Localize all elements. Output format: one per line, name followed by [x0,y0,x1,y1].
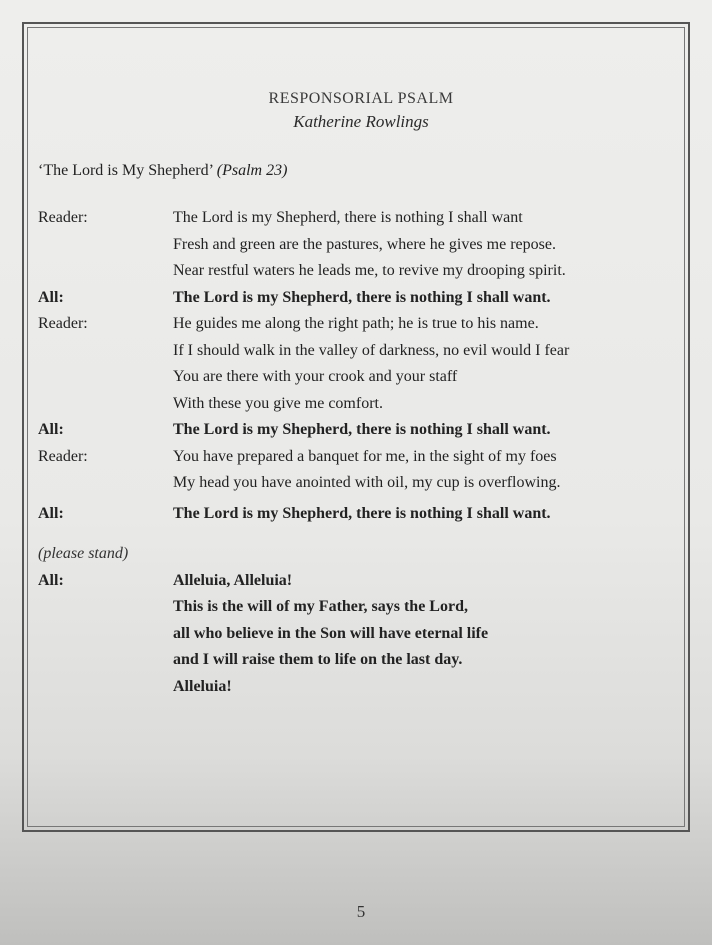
composer-name: Katherine Rowlings [293,112,429,131]
speaker-label [38,364,173,391]
verse-text: Near restful waters he leads me, to revive my drooping spirit. [173,262,566,279]
speaker-label: Reader: [38,209,88,226]
spacer [38,527,678,541]
alleluia-text: and I will raise them to life on the last day. [173,651,463,668]
verse-text: The Lord is my Shepherd, there is nothing I shall want [173,209,523,226]
psalm-text [38,205,678,700]
alleluia-text: Alleluia! [173,677,232,695]
psalm-name: ‘The Lord is My Shepherd’ [38,162,213,179]
alleluia-line [38,647,678,674]
alleluia-line [38,674,678,701]
psalm-reference: (Psalm 23) [216,162,288,179]
response-line [38,417,678,444]
stand-instruction-row [38,541,678,568]
stand-instruction: (please stand) [38,545,129,562]
response-text: The Lord is my Shepherd, there is nothing I shall want. [173,421,551,438]
psalm-line [38,338,678,365]
psalm-heading [38,162,287,180]
psalm-line [38,232,678,259]
alleluia-line [38,568,678,595]
verse-text: You have prepared a banquet for me, in the sight of my foes [173,447,557,465]
speaker-label: All: [38,421,64,438]
alleluia-text: This is the will of my Father, says the Lord, [173,598,468,615]
speaker-label: Reader: [38,447,88,465]
verse-text: He guides me along the right path; he is true to his name. [173,315,539,332]
response-text: The Lord is my Shepherd, there is nothing I shall want. [173,504,551,522]
psalm-line [38,391,678,418]
alleluia-line [38,594,678,621]
speaker-label [38,232,173,259]
verse-text: You are there with your crook and your staff [173,368,458,385]
alleluia-text: all who believe in the Son will have eternal life [173,624,489,642]
verse-text: My head you have anointed with oil, my cup is overflowing. [173,474,561,491]
section-title: RESPONSORIAL PSALM [268,90,454,107]
speaker-label: All: [38,288,64,306]
speaker-label: All: [38,571,64,589]
speaker-label: Reader: [38,315,88,332]
psalm-line [38,205,678,232]
psalm-line [38,258,678,285]
psalm-line [38,470,678,497]
verse-text: With these you give me comfort. [173,394,383,412]
speaker-label [38,258,173,285]
speaker-label [38,470,173,497]
verse-text: Fresh and green are the pastures, where he gives me repose. [173,235,556,253]
psalm-line [38,364,678,391]
speaker-label [38,338,173,365]
psalm-line [38,444,678,471]
verse-text: If I should walk in the valley of darkness, no evil would I fear [173,341,570,359]
response-line [38,285,678,312]
alleluia-line [38,621,678,648]
speaker-label [38,391,173,418]
response-text: The Lord is my Shepherd, there is nothing I shall want. [173,288,551,306]
response-line [38,501,678,528]
psalm-line [38,311,678,338]
speaker-label: All: [38,504,64,522]
page-number: 5 [356,902,366,921]
alleluia-text: Alleluia, Alleluia! [173,571,293,589]
